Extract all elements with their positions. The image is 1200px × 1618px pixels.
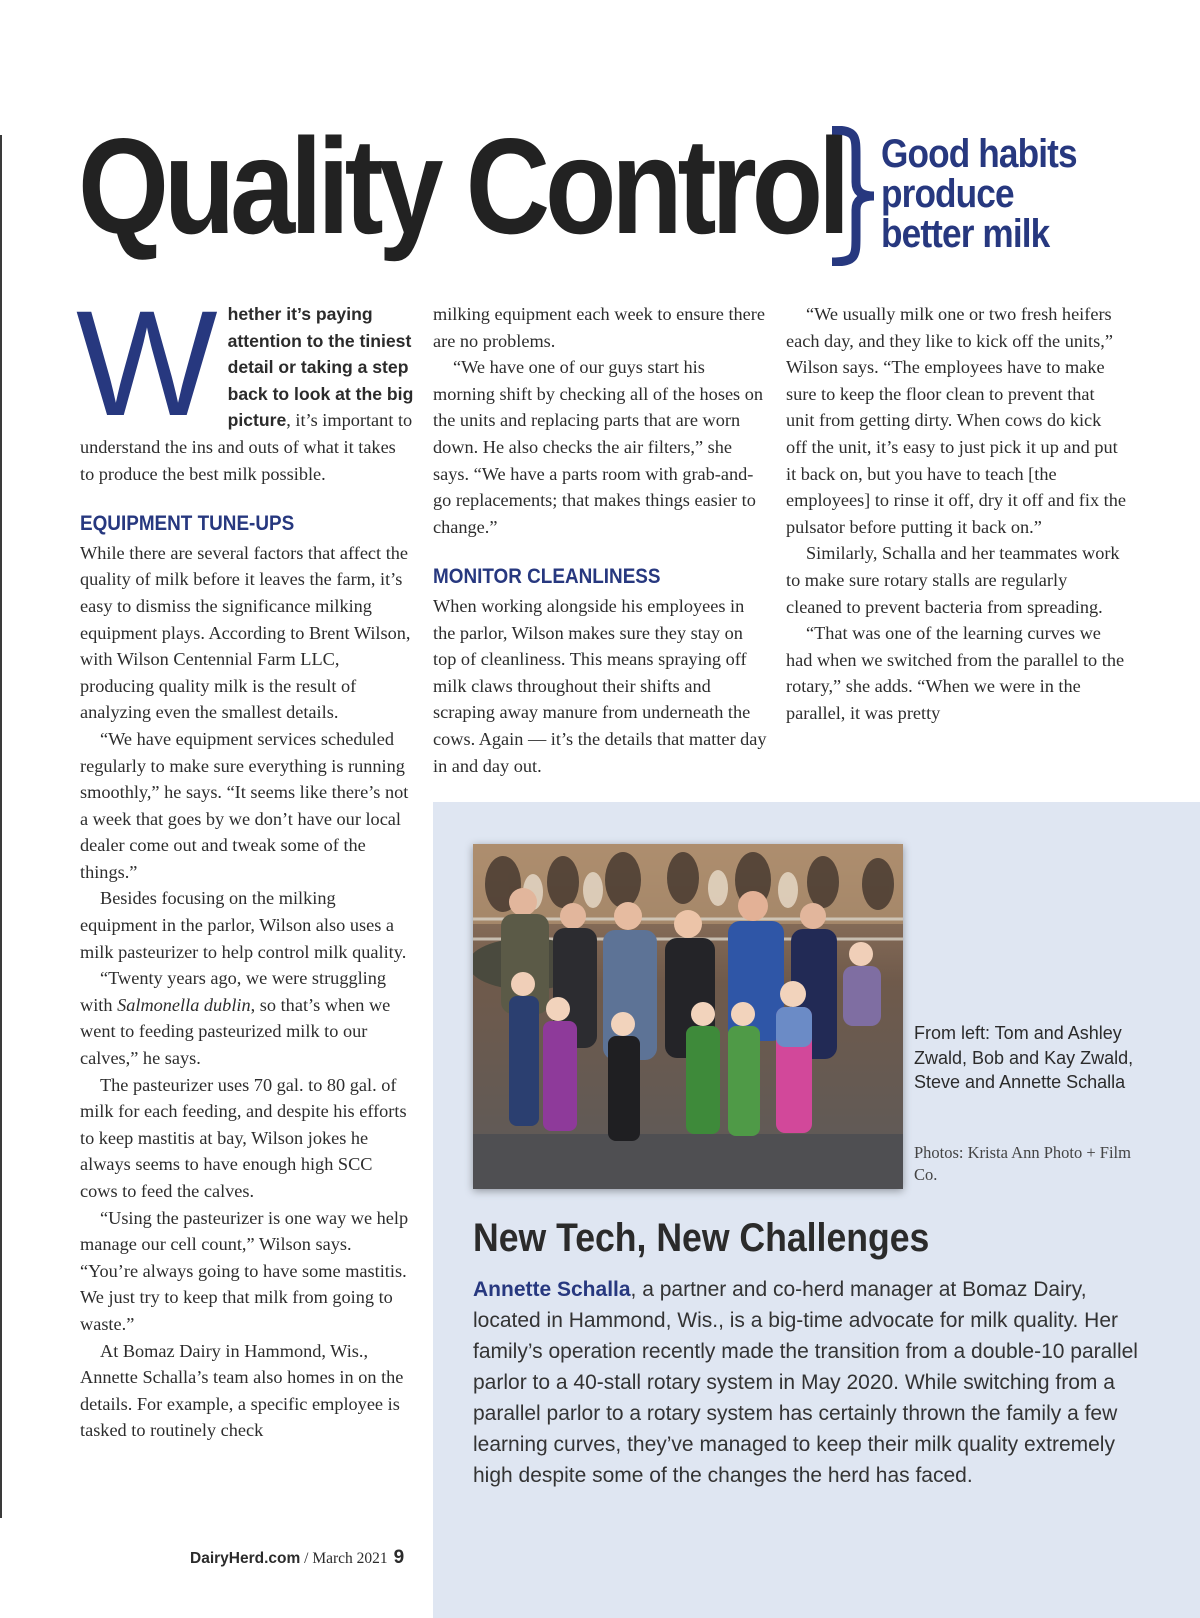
article-column-1 (76, 279, 414, 1444)
footer-separator: / (300, 1550, 313, 1567)
paragraph: When working alongside his employees in the parlor, Wilson makes sure they stay on top of cleanliness. This means spraying off milk claws throughout their shifts and scraping away manure from underneath the cows. Again — it’s the details that matter day in and day out. (433, 595, 767, 776)
paragraph: Similarly, Schalla and her teammates work to make sure rotary stalls are regularly cleaned to prevent bacteria from spreading. (786, 543, 1120, 617)
section-heading-cleanliness: MONITOR CLEANLINESS (433, 565, 661, 589)
subtitle-line: produce (881, 172, 1014, 216)
paragraph: “We usually milk one or two fresh heifers each day, and they like to kick off the units,” Wilson says. “The employees have to make sure to keep the floor clean to prevent that unit from getting dirty. When cows do kick off the unit, it’s easy to just pick it up and put it back on, but you have to teach [the employees] to rinse it off, dry it off and fix the pulsator before putting it back on.” (786, 304, 1126, 537)
section-heading-equipment: EQUIPMENT TUNE-UPS (80, 512, 295, 536)
paragraph: “We have one of our guys start his morning shift by checking all of the hoses on the units and replacing parts that are worn down. He also checks the air filters,” she says. “We have a parts room with grab-and-go replacements; that makes things easier to change.” (433, 357, 764, 537)
sidebar-person-name: Annette Schalla (473, 1278, 631, 1301)
paragraph: milking equipment each week to ensure there are no problems. (433, 304, 765, 351)
article-title: Quality Control (78, 110, 846, 262)
lead-bold-text: hether it’s paying attention to the tiniest detail or taking a step back to look at (227, 304, 412, 404)
paragraph: “Using the pasteurizer is one way we help manage our cell count,” Wilson says. “You’re always going to have some mastitis. We just try to keep that milk from going to waste.” (80, 1207, 409, 1334)
species-name: Salmonella dublin (117, 994, 251, 1015)
paragraph (80, 965, 414, 1071)
paragraph: “That was one of the learning curves we had when we switched from the parallel to the rotary,” she adds. “When we were in the parallel, it was pretty (786, 623, 1125, 723)
lead-text: , it’s important to understand the ins and outs of what it takes to produce the best milk possible. (80, 410, 413, 484)
paragraph: Besides focusing on the milking equipment in the parlor, Wilson also uses a milk pasteurizer to help control milk quality. (80, 888, 407, 962)
paragraph: The pasteurizer uses 70 gal. to 80 gal. of milk for each feeding, and despite his efforts to keep mastitis at bay, Wilson jokes he always seems to have enough high SCC cows to feed the calves. (80, 1074, 407, 1201)
lead-paragraph (76, 279, 414, 487)
article-subtitle (881, 134, 1077, 254)
footer-issue: March 2021 (312, 1550, 388, 1567)
lead-bold-text: the big picture (227, 383, 414, 431)
paragraph-text: “Twenty years ago, we were struggling with (80, 968, 387, 1015)
subtitle-line: Good habits (881, 132, 1077, 176)
page-edge-rule (0, 135, 2, 1518)
article-column-2 (433, 301, 767, 779)
drop-cap: W (76, 279, 218, 447)
sidebar-title: New Tech, New Challenges (473, 1216, 930, 1260)
article-column-3 (786, 301, 1126, 727)
paragraph: While there are several factors that affect the quality of milk before it leaves the farm, it’s easy to dismiss the significance milking equipment plays. According to Brent Wilson, with Wilson Centennial Farm LLC, producing quality milk is the result of analyzing even the smallest details. (80, 542, 411, 723)
paragraph: At Bomaz Dairy in Hammond, Wis., Annette Schalla’s team also homes in on the details. For example, a specific employee is tasked to routinely check (80, 1340, 404, 1441)
photo-credit: Photos: Krista Ann Photo + Film Co. (914, 1143, 1131, 1184)
sidebar-body-text: , a partner and co-herd manager at Bomaz Dairy, located in Hammond, Wis., is a big-time advocate for milk quality. Her family’s operation recently made the transition from a double-10 parallel parlor to a 40-stall rotary system in May 2020. While switching from a parallel parlor to a rotary system has certainly thrown the family a few learning curves, they’ve managed to keep their milk quality extremely high despite some of the changes the herd has faced. (473, 1278, 1138, 1487)
family-photo (473, 844, 903, 1189)
footer-site: DairyHerd.com (190, 1550, 301, 1567)
paragraph: “We have equipment services scheduled regularly to make sure everything is running smoothly,” he says. “It seems like there’s not a week that goes by we don’t have our local dealer come out and tweak some of the things.” (80, 728, 409, 882)
photo-caption: From left: Tom and Ashley Zwald, Bob and Kay Zwald, Steve and Annette Schalla (914, 1023, 1134, 1092)
subtitle-line: better milk (881, 212, 1050, 256)
page-footer (190, 1547, 404, 1569)
paragraph-text: , so that’s when we went to feeding pasteurized milk to our calves,” he says. (80, 994, 391, 1069)
page-number: 9 (393, 1547, 405, 1568)
sidebar-body (473, 1274, 1141, 1491)
brace-icon (826, 126, 878, 266)
